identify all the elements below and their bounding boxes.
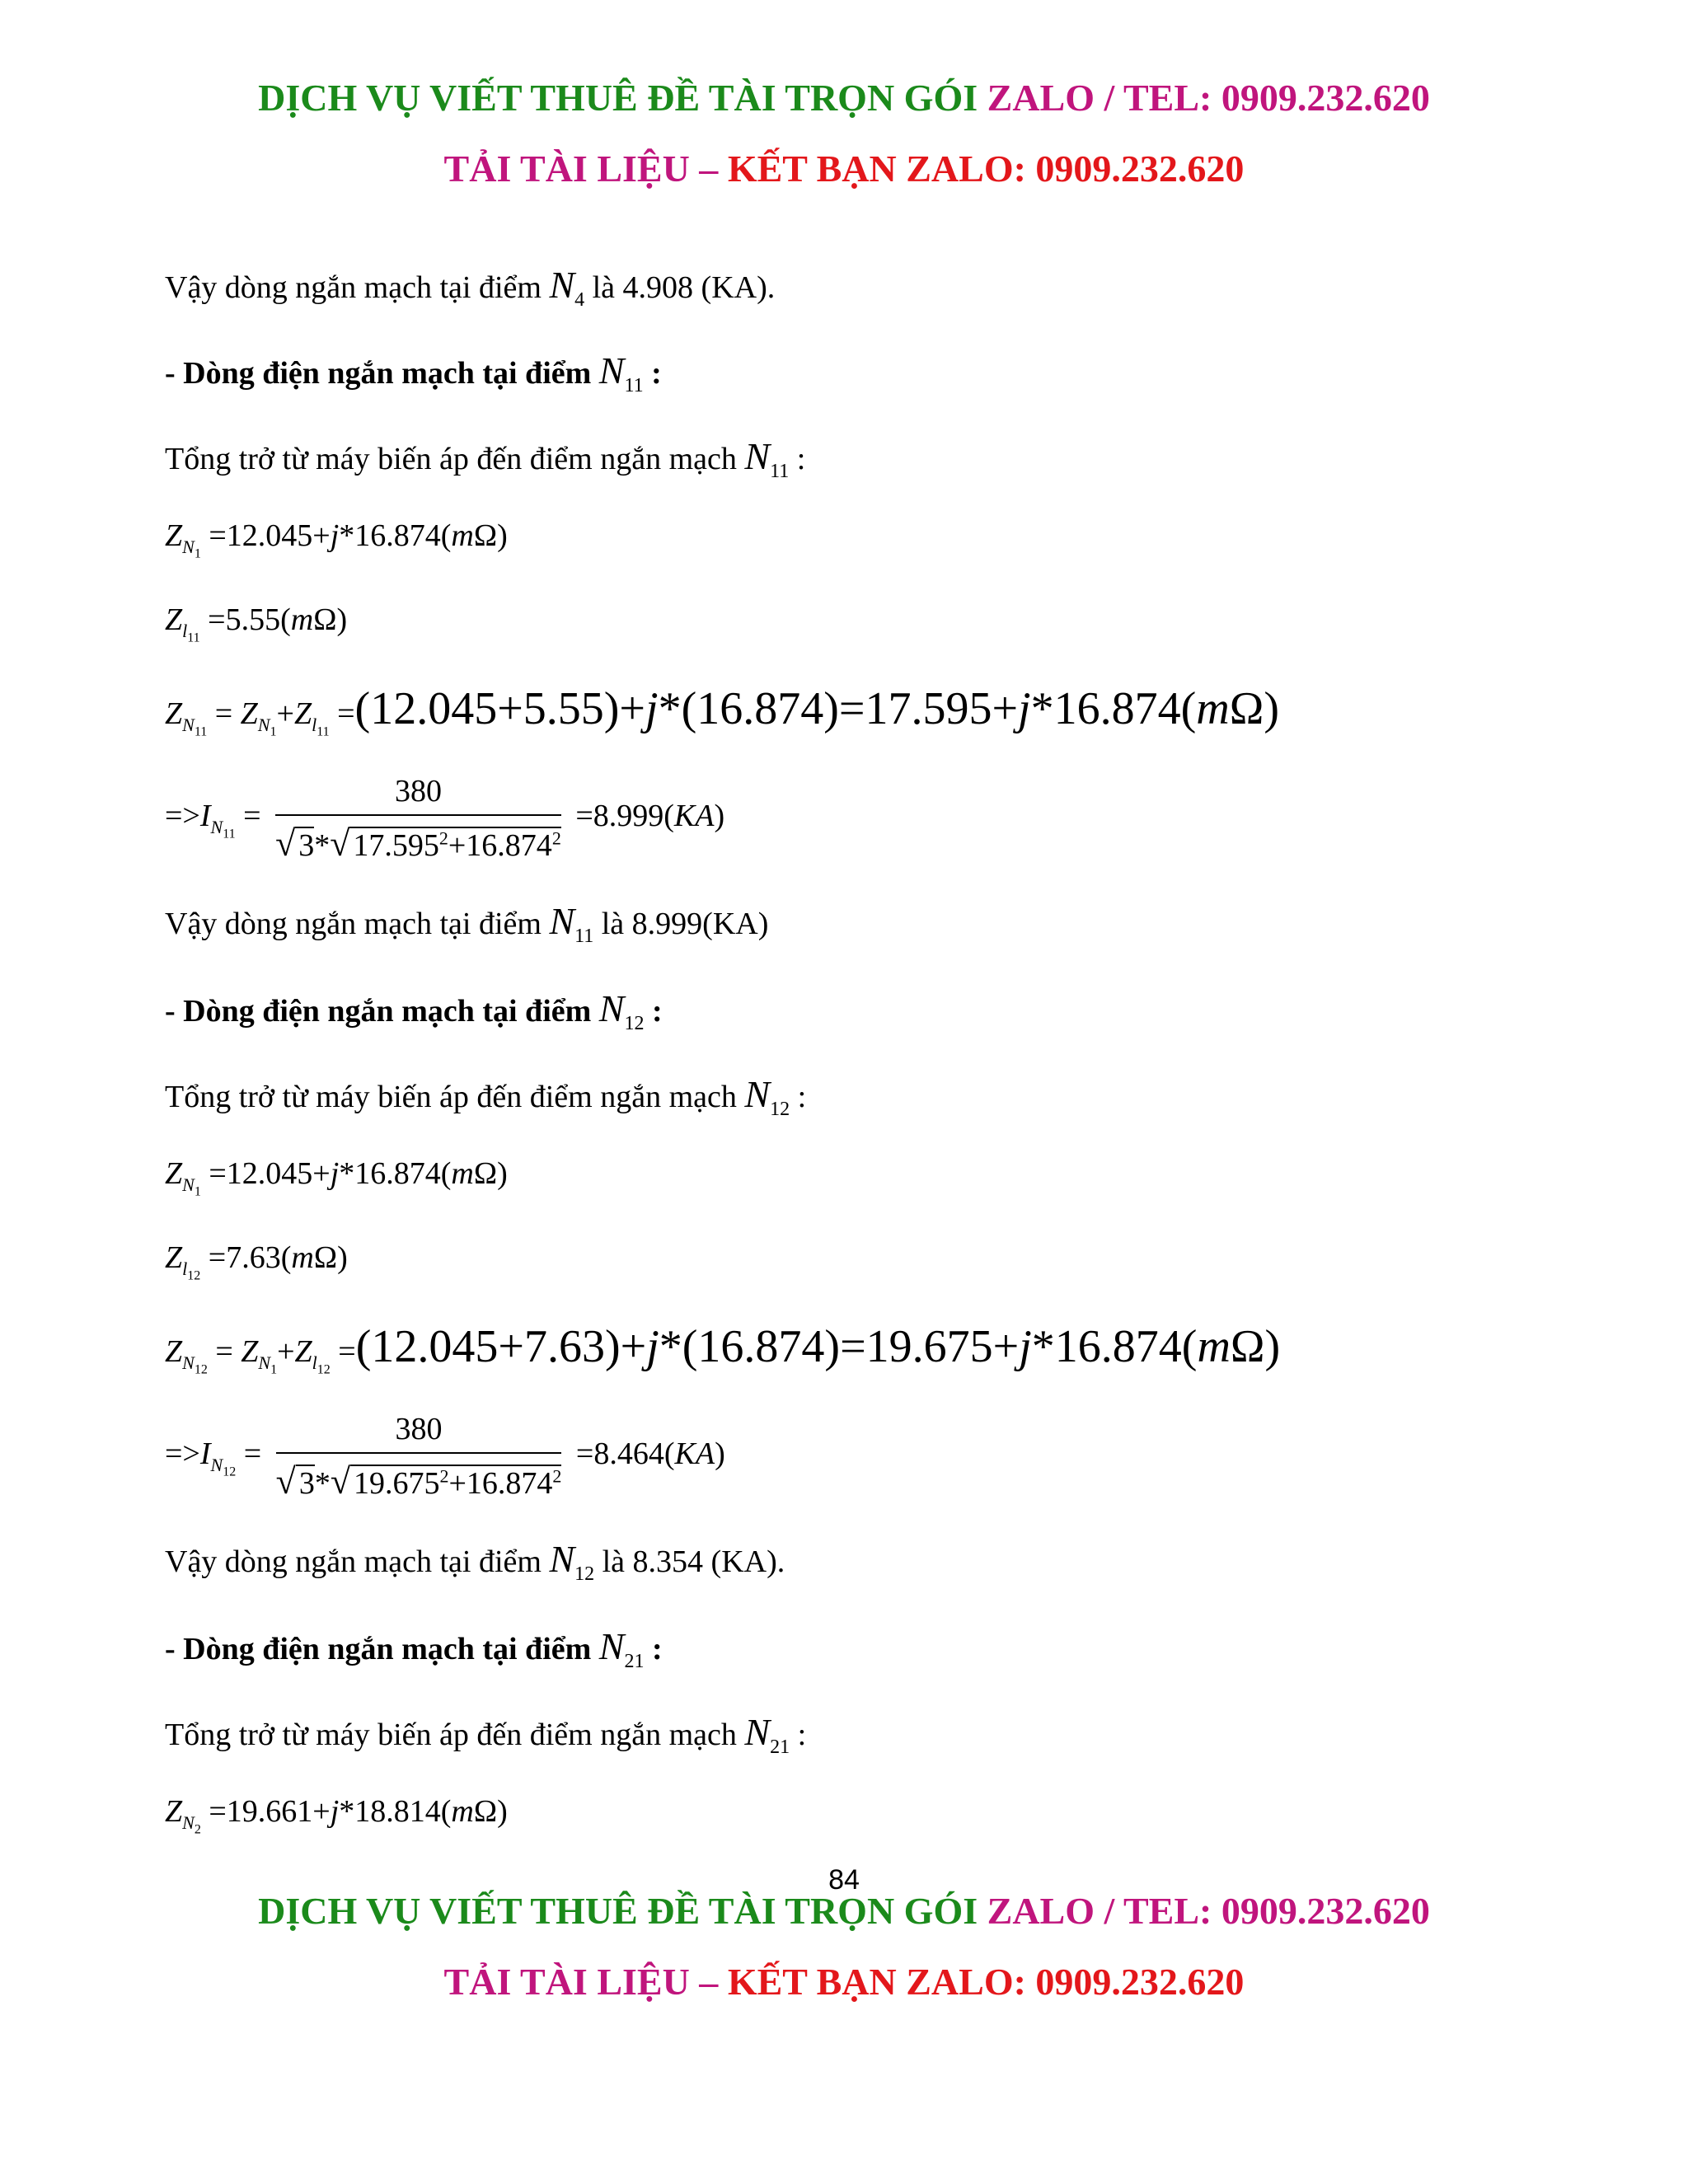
header-banner-line1 xyxy=(0,76,1688,120)
equation-in11: $=>I_{N_{11}}$ = $\frac{380}{√ 3*√ 17.595^2+16.874^2}$ =8.999(KA) xyxy=(165,774,725,864)
fraction-in12: $\frac{380}{√ 3*√ 19.675^2+16.874^2}$ xyxy=(275,1412,562,1502)
header-friend-zalo: KẾT BẠN ZALO: 0909.232.620 xyxy=(727,148,1245,190)
section-title-n12: - Dòng điện ngắn mạch tại điểm $N_{12}$ : xyxy=(165,987,663,1034)
conclusion-n11: Vậy dòng ngắn mạch tại điểm $N_{11}$ là 8.999(KA) xyxy=(165,900,769,947)
equation-zn2: $Z_{N_2} =19.661+j*18.814(m\Omega)$ xyxy=(165,1794,508,1836)
page-number: 84 xyxy=(828,1864,860,1896)
equation-zl11: $Z_{l_{11}} =5.55(m\Omega)$ xyxy=(165,602,348,644)
equation-zl12: $Z_{l_{12}} =7.63(m\Omega)$ xyxy=(165,1240,348,1282)
equation-zn12-sum: $Z_{N_{12}} = Z_{N_1}+Z_{l_{12}} =(12.045+7.63)+j*(16.874)=19.675+j*16.874(m\Omega)$ xyxy=(165,1321,1281,1376)
header-service-text: DỊCH VỤ VIẾT THUÊ ĐỀ TÀI TRỌN GÓI xyxy=(258,77,978,119)
equation-in12: $=>I_{N_{12}}$ = $\frac{380}{√ 3*√ 19.675^2+16.874^2}$ =8.464(KA) xyxy=(165,1412,725,1502)
footer-banner-line2: TẢI TÀI LIỆU – KẾT BẠN ZALO: 0909.232.620 xyxy=(443,1961,1245,2003)
equation-zn11-sum: $Z_{N_{11}} = Z_{N_1}+Z_{l_{11}} =(12.045+5.55)+j*(16.874)=17.595+j*16.874(m\Omega)$ xyxy=(165,683,1279,738)
equation-zn1-a: $Z_{N_1} =12.045+j*16.874(m\Omega)$ xyxy=(165,518,508,560)
total-impedance-text-n11: Tổng trở từ máy biến áp đến điểm ngắn mạch $N_{11}$ : xyxy=(165,435,806,482)
footer-banner-line1: DỊCH VỤ VIẾT THUÊ ĐỀ TÀI TRỌN GÓI ZALO / TEL: 0909.232.620 xyxy=(258,1890,1430,1932)
total-impedance-text-n12: Tổng trở từ máy biến áp đến điểm ngắn mạch $N_{12}$ : xyxy=(165,1073,807,1120)
fraction-in11: $\frac{380}{√ 3*√ 17.595^2+16.874^2}$ xyxy=(275,774,561,864)
header-banner-line2 xyxy=(0,147,1688,190)
header-zalo-tel: ZALO / TEL: 0909.232.620 xyxy=(987,77,1430,119)
section-title-n11: - Dòng điện ngắn mạch tại điểm $N_{11}$ : xyxy=(165,349,662,396)
header-download-text: TẢI TÀI LIỆU – xyxy=(443,148,719,190)
equation-zn1-b: $Z_{N_1} =12.045+j*16.874(m\Omega)$ xyxy=(165,1156,508,1198)
conclusion-n12: Vậy dòng ngắn mạch tại điểm $N_{12}$ là 8.354 (KA). xyxy=(165,1538,785,1585)
total-impedance-text-n21: Tổng trở từ máy biến áp đến điểm ngắn mạch $N_{21}$ : xyxy=(165,1711,807,1758)
section-title-n21: - Dòng điện ngắn mạch tại điểm $N_{21}$ : xyxy=(165,1625,663,1672)
conclusion-n4: Vậy dòng ngắn mạch tại điểm $N_4$ là 4.908 (KA). xyxy=(165,264,776,311)
